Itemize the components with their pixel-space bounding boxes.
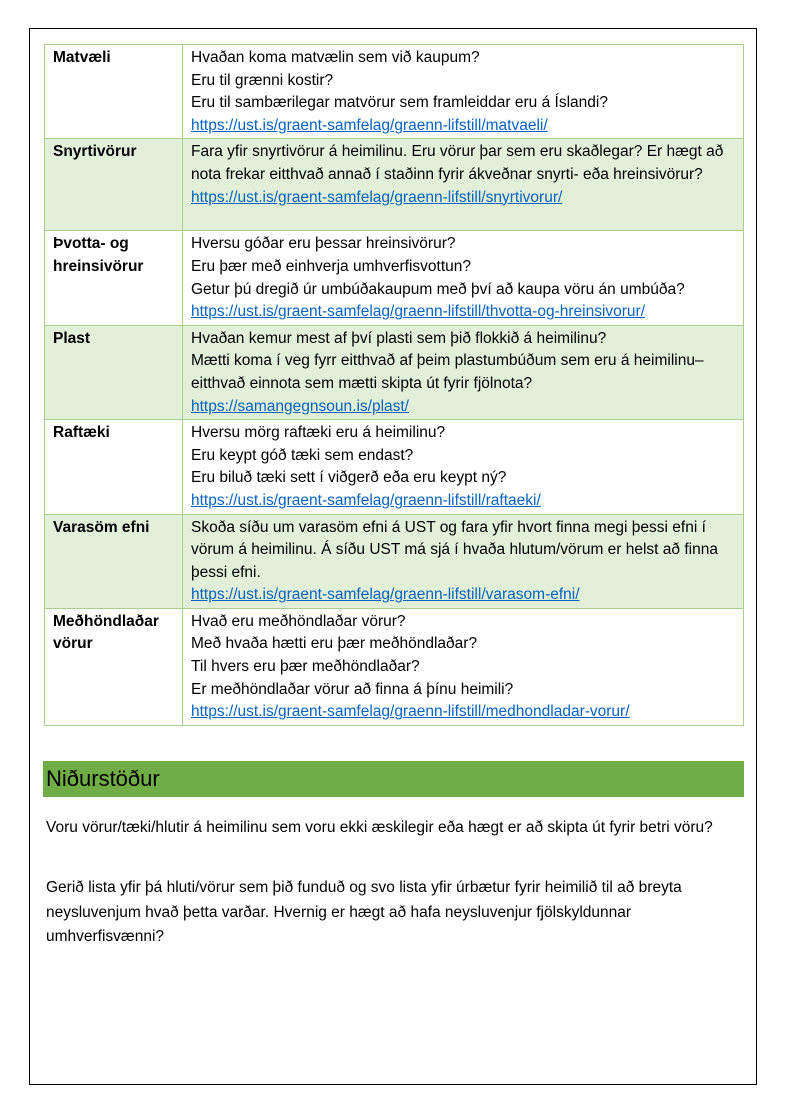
category-cell	[45, 139, 183, 231]
question-text: Hvaðan koma matvælin sem við kaupum?	[191, 49, 480, 66]
category-cell	[45, 608, 183, 725]
category-label: Matvæli	[53, 49, 111, 66]
category-label: Þvotta- og hreinsivörur	[53, 235, 144, 275]
category-label: Raftæki	[53, 424, 110, 442]
table-row-plast	[45, 325, 744, 419]
question-cell	[183, 514, 744, 608]
conclusion-paragraph-1: Voru vörur/tæki/hlutir á heimilinu sem voru ekki æskilegir eða hægt er að skipta út fyrir betri vöru?	[46, 819, 713, 836]
category-label: Plast	[53, 329, 91, 347]
resource-link[interactable]: https://ust.is/graent-samfelag/graenn-lifstill/varasom-efni/	[191, 586, 580, 604]
table-row-varasom-efni	[45, 514, 744, 608]
table-row-snyrtivorur	[45, 139, 744, 231]
table-row-matvaeli	[45, 45, 744, 139]
question-text: Eru biluð tæki sett í viðgerð eða eru keypt ný?	[191, 469, 507, 487]
category-cell	[45, 420, 183, 514]
table-row-thvotta	[45, 231, 744, 325]
table-row-medhondladar	[45, 608, 744, 725]
resource-link[interactable]: https://ust.is/graent-samfelag/graenn-lifstill/matvaeli/	[191, 116, 548, 134]
question-text: Eru til sambærilegar matvörur sem framleiddar eru á Íslandi?	[191, 94, 608, 112]
question-text: Hvaðan kemur mest af því plasti sem þið flokkið á heimilinu?	[191, 329, 607, 347]
section-heading-conclusions: Niðurstöður	[43, 761, 744, 797]
question-text: Eru þær með einhverja umhverfisvottun?	[191, 257, 471, 275]
question-cell	[183, 325, 744, 419]
question-text: Er meðhöndlaðar vörur að finna á þínu heimili?	[191, 680, 514, 698]
table-row-raftaeki	[45, 420, 744, 514]
question-cell	[183, 45, 744, 139]
question-text: Eru keypt góð tæki sem endast?	[191, 446, 414, 464]
category-cell	[45, 514, 183, 608]
category-cell	[45, 325, 183, 419]
resource-link[interactable]: https://ust.is/graent-samfelag/graenn-lifstill/snyrtivorur/	[191, 188, 563, 206]
resource-link[interactable]: https://samangegnsoun.is/plast/	[191, 397, 409, 415]
category-label: Snyrtivörur	[53, 143, 137, 161]
question-cell	[183, 608, 744, 725]
question-cell	[183, 420, 744, 514]
resource-link[interactable]: https://ust.is/graent-samfelag/graenn-lifstill/medhondladar-vorur/	[191, 703, 630, 721]
question-text: Hvað eru meðhöndlaðar vörur?	[191, 612, 406, 630]
resource-link[interactable]: https://ust.is/graent-samfelag/graenn-lifstill/thvotta-og-hreinsivorur/	[191, 303, 646, 321]
question-text: Fara yfir snyrtivörur á heimilinu. Eru vörur þar sem eru skaðlegar? Er hægt að nota frekar eitthvað annað í staðinn fyrir ákveðnar snyrti- eða hreinsivörur?	[191, 143, 724, 183]
category-label: Varasöm efni	[53, 518, 150, 536]
question-text: Skoða síðu um varasöm efni á UST og fara yfir hvort finna megi þessi efni í vörum á heimilinu. Á síðu UST má sjá í hvaða hlutum/vörum er helst að finna þessi efni.	[191, 518, 718, 581]
category-cell	[45, 231, 183, 325]
question-text: Hversu mörg raftæki eru á heimilinu?	[191, 424, 446, 442]
question-text: Mætti koma í veg fyrr eitthvað af þeim plastumbúðum sem eru á heimilinu– eitthvað einnota sem mætti skipta út fyrir fjölnota?	[191, 352, 704, 392]
question-text: Getur þú dregið úr umbúðakaupum með því að kaupa vöru án umbúða?	[191, 280, 685, 298]
resource-link[interactable]: https://ust.is/graent-samfelag/graenn-lifstill/raftaeki/	[191, 491, 541, 509]
topic-table	[44, 44, 744, 726]
question-cell	[183, 139, 744, 231]
question-cell	[183, 231, 744, 325]
question-text: Eru til grænni kostir?	[191, 71, 334, 89]
conclusion-paragraph-2: Gerið lista yfir þá hluti/vörur sem þið funduð og svo lista yfir úrbætur fyrir heimilið til að breyta neysluvenjum hvað þetta varðar. Hvernig er hægt að hafa neysluvenjur fjölskyldunnar umhverfisvænni?	[46, 879, 682, 945]
category-label: Meðhöndlaðar vörur	[53, 612, 159, 653]
category-cell	[45, 45, 183, 139]
question-text: Með hvaða hætti eru þær meðhöndlaðar?	[191, 635, 478, 653]
question-text: Til hvers eru þær meðhöndlaðar?	[191, 658, 420, 676]
question-text: Hversu góðar eru þessar hreinsivörur?	[191, 235, 456, 253]
